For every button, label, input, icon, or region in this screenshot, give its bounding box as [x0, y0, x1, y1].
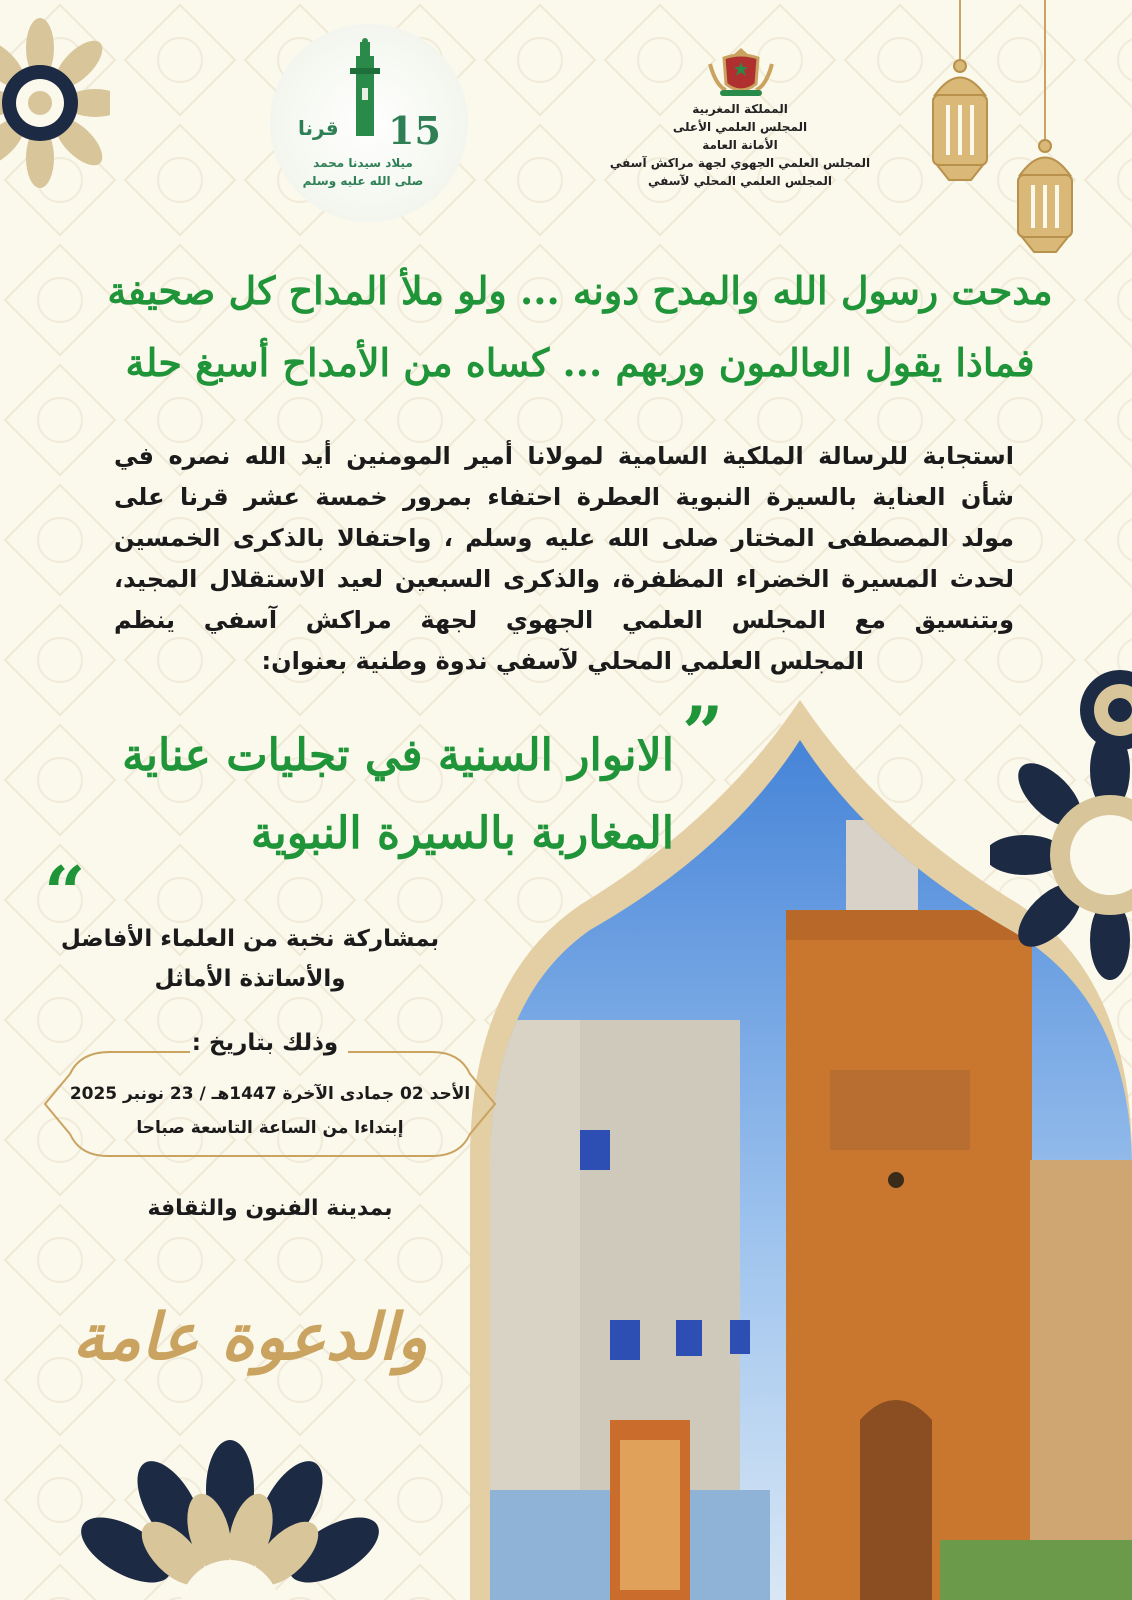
participation-line-1: بمشاركة نخبة من العلماء الأفاضل [60, 926, 440, 952]
logo-line-2: صلى الله عليه وسلم [302, 174, 424, 188]
star-ornament-top-left [0, 18, 110, 188]
participation-line-2: والأساتذة الأماثل [154, 966, 346, 992]
intro-line-6: المجلس العلمي المحلي لآسفي ندوة وطنية بعنوان: [261, 647, 864, 675]
intro-line-5: وبتنسيق مع المجلس العلمي الجهوي لجهة مراكش آسفي ينظم [114, 606, 1014, 634]
intro-line-4: لحدث المسيرة الخضراء المظفرة، والذكرى السبعين لعيد الاستقلال المجيد، [114, 565, 1014, 593]
star-ornament-bottom-left [20, 1440, 420, 1600]
logo-line-1: ميلاد سيدنا محمد [313, 156, 413, 170]
date-line-1: الأحد 02 جمادى الآخرة 1447هـ / 23 نونبر 2025 [69, 1084, 471, 1104]
intro-line-3: مولد المصطفى المختار صلى الله عليه وسلم ، واحتفالا بالذكرى الخمسين [114, 524, 1014, 552]
poem-line-2: فماذا يقول العالمون وربهم ... كساه من الأمداح أسبغ حلة [125, 340, 1035, 385]
title-quote-close: “ [44, 850, 86, 935]
intro-line-2: شأن العناية بالسيرة النبوية العطرة احتفاء بمرور خمسة عشر قرنا على [114, 483, 1014, 511]
title-line-1: الانوار السنية في تجليات عناية [122, 730, 674, 781]
header-line-5: المجلس العلمي المحلي لآسفي [647, 174, 833, 188]
header-line-4: المجلس العلمي الجهوي لجهة مراكش آسفي [609, 156, 871, 170]
venue-text: بمدينة الفنون والثقافة [147, 1196, 393, 1221]
date-line-2: إبتداءا من الساعة التاسعة صباحا [136, 1118, 404, 1138]
royal-emblem-icon [706, 46, 776, 98]
intro-paragraph [114, 436, 1014, 682]
lanterns-icon [915, 0, 1095, 260]
date-heading: وذلك بتاريخ : [191, 1030, 339, 1056]
intro-line-1: استجابة للرسالة الملكية السامية لمولانا أمير المومنين أيد الله نصره في [114, 442, 1014, 470]
small-star-ornament-right [1060, 660, 1132, 760]
header-line-3: الأمانة العامة [702, 138, 778, 152]
invitation-calligraphy: والدعوة عامة [72, 1300, 428, 1375]
fifteen-centuries-logo [270, 24, 468, 222]
header-line-1: المملكة المغربية [692, 102, 788, 116]
logo-word: قرنا [298, 116, 339, 140]
minaret-icon [340, 38, 390, 136]
logo-number: 15 [388, 108, 441, 153]
title-line-2: المغاربة بالسيرة النبوية [250, 808, 674, 859]
header-line-2: المجلس العلمي الأعلى [672, 120, 808, 134]
institution-header [600, 100, 880, 190]
star-ornament-right [990, 730, 1132, 990]
poem-line-1: مدحت رسول الله والمدح دونه ... ولو ملأ المداح كل صحيفة [107, 268, 1053, 313]
title-quote-open: ” [682, 690, 724, 775]
